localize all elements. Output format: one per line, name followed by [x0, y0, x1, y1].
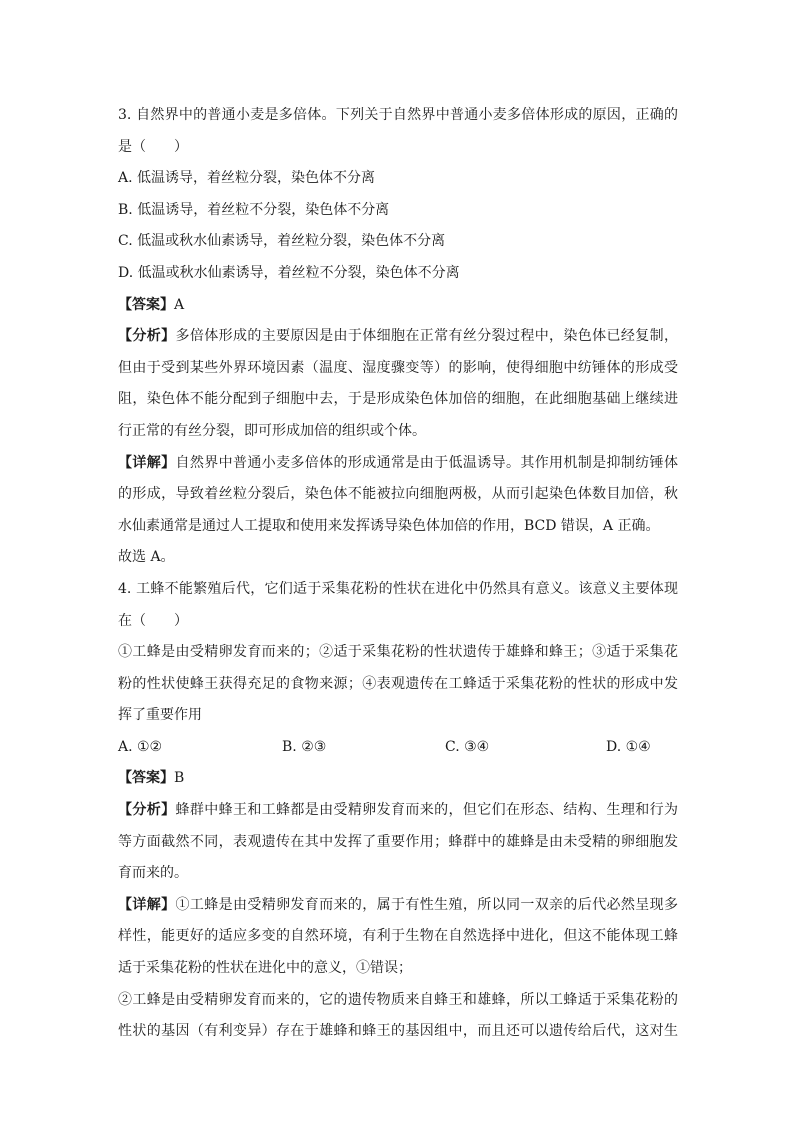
- q4-detail-line4: ②工蜂是由受精卵发育而来的，它的遗传物质来自蜂王和雄蜂，所以工蜂适于采集花粉的: [118, 991, 678, 1008]
- q3-option-c: C. 低温或秋水仙素诱导，着丝粒分裂，染色体不分离: [118, 233, 446, 250]
- q4-detail-tag: 【详解】: [118, 896, 176, 913]
- q3-stem-line1: 3. 自然界中的普通小麦是多倍体。下列关于自然界中普通小麦多倍体形成的原因，正确的: [118, 107, 678, 123]
- q3-option-b: B. 低温诱导，着丝粒不分裂，染色体不分离: [118, 201, 390, 218]
- q4-option-a: A. ①②: [118, 738, 163, 755]
- q4-option-b: B. ②③: [282, 738, 327, 755]
- q4-answer-tag: 【答案】: [118, 770, 174, 787]
- q3-detail-text: 自然界中普通小麦多倍体的形成通常是由于低温诱导。其作用机制是抑制纺锤体: [175, 454, 679, 471]
- q3-analysis-line1: [118, 321, 678, 353]
- q4-statement-line2: 粉的性状使蜂王获得充足的食物来源；④表观遗传在工蜂适于采集花粉的性状的形成中发: [118, 675, 678, 692]
- q3-answer-value: A: [174, 296, 185, 313]
- q4-detail-line5: 性状的基因（有利变异）存在于雄蜂和蜂王的基因组中，而且还可以遗传给后代，这对生: [118, 1023, 678, 1040]
- q4-option-c: C. ③④: [445, 738, 490, 755]
- q4-analysis-line3: 育而来的。: [118, 865, 188, 882]
- q3-analysis-line2: 但由于受到某些外界环境因素（温度、湿度骤变等）的影响，使得细胞中纺锤体的形成受: [118, 359, 678, 376]
- q3-answer: [118, 290, 678, 322]
- q3-option-d: D. 低温或秋水仙素诱导，着丝粒不分裂，染色体不分离: [118, 264, 460, 281]
- q3-detail-line3: 水仙素通常是通过人工提取和使用来发挥诱导染色体加倍的作用，BCD 错误，A 正确。: [118, 517, 660, 534]
- q3-detail-tag: 【详解】: [118, 454, 176, 471]
- q3-stem-line2: 是（ ）: [118, 138, 188, 155]
- q4-detail-line3: 适于采集花粉的性状在进化中的意义，①错误；: [118, 960, 412, 977]
- q4-detail-text: ①工蜂是由受精卵发育而来的，属于有性生殖，所以同一双亲的后代必然呈现多: [175, 896, 679, 913]
- q4-options-row: [118, 732, 678, 764]
- q3-answer-tag: 【答案】: [118, 296, 174, 313]
- q4-analysis-line1: [118, 795, 678, 827]
- q4-answer: [118, 763, 678, 795]
- q4-detail-line1: [118, 890, 678, 922]
- q4-statement-line1: ①工蜂是由受精卵发育而来的；②适于采集花粉的性状遗传于雄蜂和蜂王；③适于采集花: [118, 644, 678, 661]
- q4-analysis-text: 蜂群中蜂王和工蜂都是由受精卵发育而来的，但它们在形态、结构、生理和行为: [175, 802, 679, 819]
- q4-stem-line1: 4. 工蜂不能繁殖后代，它们适于采集花粉的性状在进化中仍然具有意义。该意义主要体现: [118, 580, 678, 597]
- q3-analysis-text: 多倍体形成的主要原因是由于体细胞在正常有丝分裂过程中，染色体已经复制，: [175, 328, 679, 345]
- document-page: [118, 100, 678, 1048]
- q3-detail-line4: 故选 A。: [118, 549, 175, 566]
- q4-answer-value: B: [174, 770, 185, 787]
- q3-analysis-tag: 【分析】: [118, 328, 176, 345]
- q4-option-d: D. ①④: [606, 738, 651, 755]
- q4-analysis-tag: 【分析】: [118, 802, 176, 819]
- q3-detail-line1: [118, 448, 678, 480]
- q3-option-a: A. 低温诱导，着丝粒分裂，染色体不分离: [118, 170, 376, 187]
- q3-detail-line2: 的形成，导致着丝粒分裂后，染色体不能被拉向细胞两极，从而引起染色体数目加倍，秋: [118, 486, 678, 503]
- q4-statement-line3: 挥了重要作用: [118, 707, 202, 724]
- q3-analysis-line3: 阻，染色体不能分配到子细胞中去，于是形成染色体加倍的细胞，在此细胞基础上继续进: [118, 391, 678, 408]
- q3-analysis-line4: 行正常的有丝分裂，即可形成加倍的组织或个体。: [118, 422, 426, 439]
- q4-detail-line2: 样性，能更好的适应多变的自然环境，有利于生物在自然选择中进化，但这不能体现工蜂: [118, 928, 678, 945]
- q4-stem-line2: 在（ ）: [118, 612, 188, 629]
- q4-analysis-line2: 等方面截然不同，表观遗传在其中发挥了重要作用；蜂群中的雄蜂是由未受精的卵细胞发: [118, 833, 678, 850]
